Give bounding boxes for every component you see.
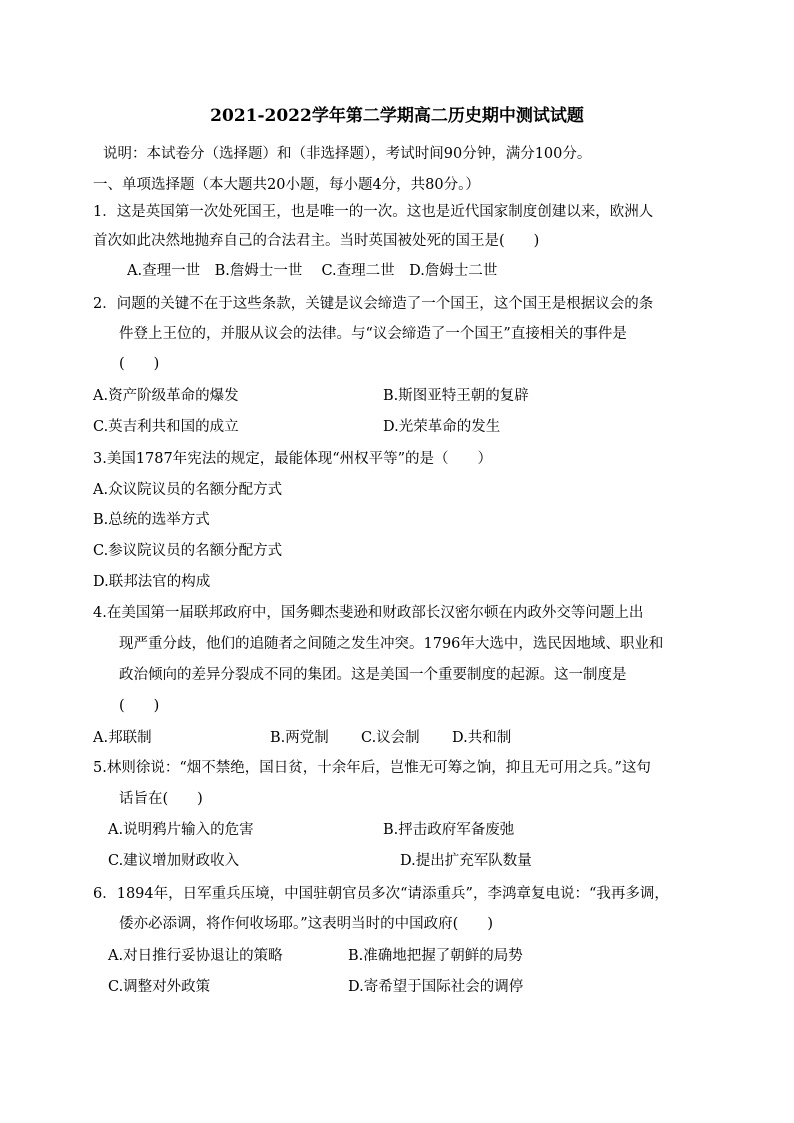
question-6-stem-cont: 倭亦必添调，将作何收场耶。”这表明当时的中国政府( ) (119, 916, 493, 932)
question-6-option-d: D.寄希望于国际社会的调停 (348, 979, 524, 995)
question-3-option-d: D.联邦法官的构成 (93, 574, 211, 590)
question-2-stem-cont: 件登上王位的，并服从议会的法律。与“议会缔造了一个国王”直接相关的事件是 (119, 326, 627, 342)
question-4-blank: ( ) (119, 698, 160, 714)
question-5-option-a: A.说明鸦片输入的危害 (108, 822, 254, 838)
question-4-option-b: B.两党制 (270, 730, 329, 746)
question-3-option-c: C.参议院议员的名额分配方式 (93, 543, 283, 559)
question-5-option-d: D.提出扩充军队数量 (400, 853, 532, 869)
question-3-option-a: A.众议院议员的名额分配方式 (93, 482, 283, 498)
question-6-option-c: C.调整对外政策 (108, 979, 211, 995)
section-heading: 一、单项选择题（本大题共20小题，每小题4分，共80分。） (93, 177, 480, 193)
question-3-stem: 3.美国1787年宪法的规定，最能体现“州权平等”的是（ ） (93, 451, 493, 467)
question-2-option-c: C.英吉利共和国的成立 (93, 419, 239, 435)
question-2-option-d: D.光荣革命的发生 (383, 419, 501, 435)
question-2-option-a: A.资产阶级革命的爆发 (93, 388, 239, 404)
question-6-option-b: B.准确地把握了朝鲜的局势 (348, 948, 523, 964)
exam-title: 2021-2022学年第二学期高二历史期中测试试题 (210, 106, 584, 126)
exam-note: 说明：本试卷分（选择题）和（非选择题），考试时间90分钟，满分100分。 (103, 146, 592, 162)
question-1-options: A.查理一世 B.詹姆士一世 C.查理二世 D.詹姆士二世 (127, 263, 498, 279)
question-4-option-c: C.议会制 (361, 730, 420, 746)
question-1-stem-cont: 首次如此决然地抛弃自己的合法君主。当时英国被处死的国王是( ) (93, 233, 540, 249)
question-5-option-c: C.建议增加财政收入 (108, 853, 240, 869)
question-4-option-d: D.共和制 (452, 730, 512, 746)
question-6-option-a: A.对日推行妥协退让的策略 (108, 948, 283, 964)
question-5-option-b: B.抨击政府军备废弛 (383, 822, 515, 838)
question-2-option-b: B.斯图亚特王朝的复辟 (383, 388, 529, 404)
question-3-option-b: B.总统的选举方式 (93, 512, 210, 528)
question-2-stem: 2．问题的关键不在于这些条款，关键是议会缔造了一个国王，这个国王是根据议会的条 (93, 296, 654, 312)
question-4-stem-cont-2: 政治倾向的差异分裂成不同的集团。这是美国一个重要制度的起源。这一制度是 (119, 667, 627, 683)
question-4-option-a: A.邦联制 (93, 730, 152, 746)
question-6-stem: 6．1894年，日军重兵压境，中国驻朝官员多次“请添重兵”，李鸿章复电说：“我再多调， (93, 886, 669, 902)
question-2-blank: ( ) (119, 356, 160, 372)
question-1-stem: 1．这是英国第一次处死国王，也是唯一的一次。这也是近代国家制度创建以来，欧洲人 (93, 204, 654, 220)
question-4-stem: 4.在美国第一届联邦政府中，国务卿杰斐逊和财政部长汉密尔顿在内政外交等问题上出 (93, 605, 644, 621)
question-4-stem-cont: 现严重分歧，他们的追随者之间随之发生冲突。1796年大选中，选民因地域、职业和 (119, 636, 664, 652)
question-5-stem: 5.林则徐说：“烟不禁绝，国日贫，十余年后，岂惟无可筹之饷，抑且无可用之兵。”这句 (93, 760, 651, 776)
question-5-stem-cont: 话旨在( ) (119, 791, 203, 807)
